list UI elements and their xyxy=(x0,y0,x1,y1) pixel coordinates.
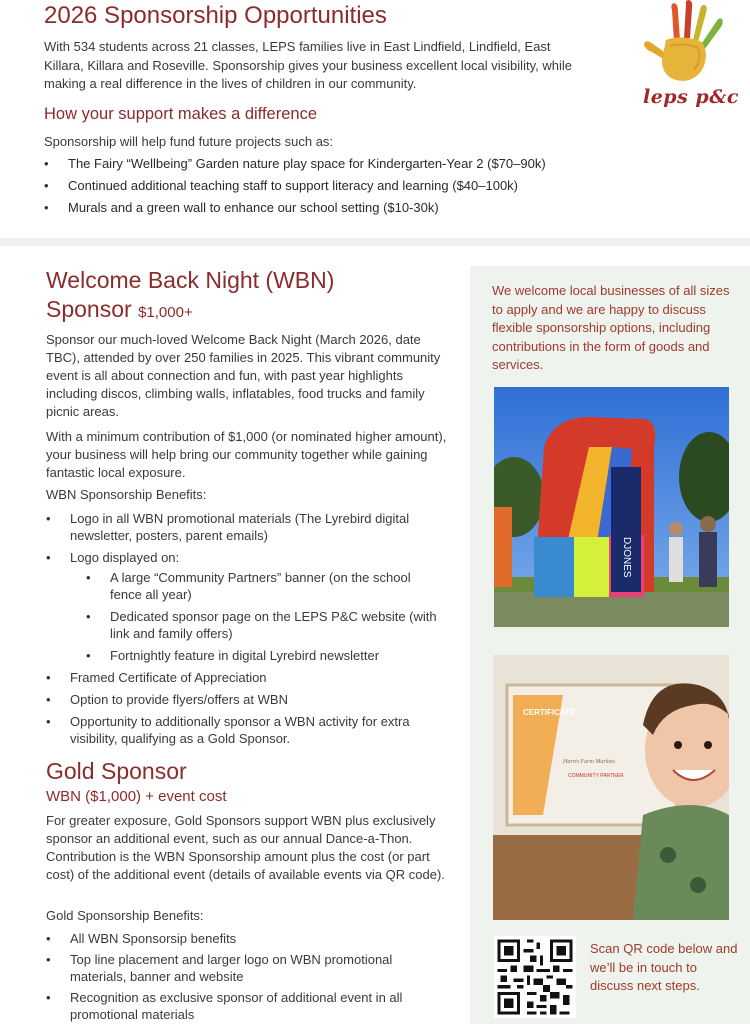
welcome-text: We welcome local businesses of all sizes to apply and we are happy to discuss flexible sponsorship options, including contributions in the form of goods and services. xyxy=(492,283,730,372)
list-item: • Logo in all WBN promotional materials (The Lyrebird digital newsletter, posters, parent emails) xyxy=(70,510,445,544)
list-item: • Framed Certificate of Appreciation xyxy=(70,669,445,686)
list-item-label: Logo displayed on: xyxy=(70,550,180,565)
list-item: • Option to provide flyers/offers at WBN xyxy=(70,691,445,708)
wbn-title-line2: Sponsor xyxy=(46,296,132,322)
inflatable-slide-photo xyxy=(494,387,729,627)
gold-benefits-list xyxy=(70,930,445,1027)
wbn-paragraph-1: Sponsor our much-loved Welcome Back Night (March 2026, date TBC), attended by over 250 families in 2025. This vibrant community event is all about connection and fun, with past year highlights including discos, climbing walls, inflatables, food trucks and family picnic areas. xyxy=(46,332,441,419)
certificate-child-photo xyxy=(493,655,729,920)
wbn-title xyxy=(46,266,334,327)
section-divider xyxy=(0,238,750,246)
wbn-benefits-list xyxy=(70,510,445,752)
qr-code[interactable] xyxy=(494,936,576,1018)
banner-text: DJONES xyxy=(621,537,632,578)
gold-benefits-label: Gold Sponsorship Benefits: xyxy=(46,908,204,923)
projects-list xyxy=(68,155,648,221)
wbn-amount: $1,000+ xyxy=(138,304,193,321)
certificate-name: Harris Farm Markets xyxy=(563,759,615,765)
list-item: • Opportunity to additionally sponsor a WBN activity for extra visibility, qualifying as a Gold Sponsor. xyxy=(70,713,445,747)
list-item: • Top line placement and larger logo on WBN promotional materials, banner and website xyxy=(70,951,445,985)
wbn-title-line1: Welcome Back Night (WBN) xyxy=(46,267,335,293)
intro-paragraph: With 534 students across 21 classes, LEPS families live in East Lindfield, Lindfield, East Killara, Killara and Roseville. Sponsorship gives your business excellent local visibility, while making a real difference in the lives of children in our community. xyxy=(44,39,572,91)
wbn-benefits-label: WBN Sponsorship Benefits: xyxy=(46,487,207,502)
list-item: • Dedicated sponsor page on the LEPS P&C website (with link and family offers) xyxy=(110,608,445,642)
gold-title: Gold Sponsor xyxy=(46,758,187,784)
list-item: • The Fairy “Wellbeing” Garden nature play space for Kindergarten-Year 2 ($70–90k) xyxy=(68,155,648,172)
gold-paragraph: For greater exposure, Gold Sponsors support WBN plus exclusively sponsor an additional event, such as our annual Dance-a-Thon. Contribution is the WBN Sponsorship amount plus the cost (or part cost) of the additional event (details of available events via QR code). xyxy=(46,813,445,882)
fund-intro: Sponsorship will help fund future projects such as: xyxy=(44,134,334,149)
certificate-label: COMMUNITY PARTNER xyxy=(568,773,624,779)
list-item: • A large “Community Partners” banner (on the school fence all year) xyxy=(110,569,445,603)
qr-instructions: Scan QR code below and we’ll be in touch to discuss next steps. xyxy=(590,941,738,993)
list-item: • All WBN Sponsorsip benefits xyxy=(70,930,445,947)
list-item: • Fortnightly feature in digital Lyrebird newsletter xyxy=(110,647,445,664)
gold-subtitle: WBN ($1,000) + event cost xyxy=(46,788,227,805)
list-item: • Murals and a green wall to enhance our school setting ($10-30k) xyxy=(68,199,648,216)
list-item xyxy=(70,549,445,664)
logo-text: leps p&c xyxy=(643,86,739,108)
wbn-paragraph-2: With a minimum contribution of $1,000 (or nominated higher amount), your business will help bring our community together while gaining fantastic local exposure. xyxy=(46,429,447,480)
list-item: • Continued additional teaching staff to support literacy and learning ($40–100k) xyxy=(68,177,648,194)
page-title: 2026 Sponsorship Opportunities xyxy=(44,2,387,29)
logo-display-sublist xyxy=(110,569,445,664)
certificate-heading: CERTIFICATE xyxy=(523,708,576,717)
list-item: • Recognition as exclusive sponsor of additional event in all promotional materials xyxy=(70,989,445,1023)
support-heading: How your support makes a difference xyxy=(44,105,317,123)
